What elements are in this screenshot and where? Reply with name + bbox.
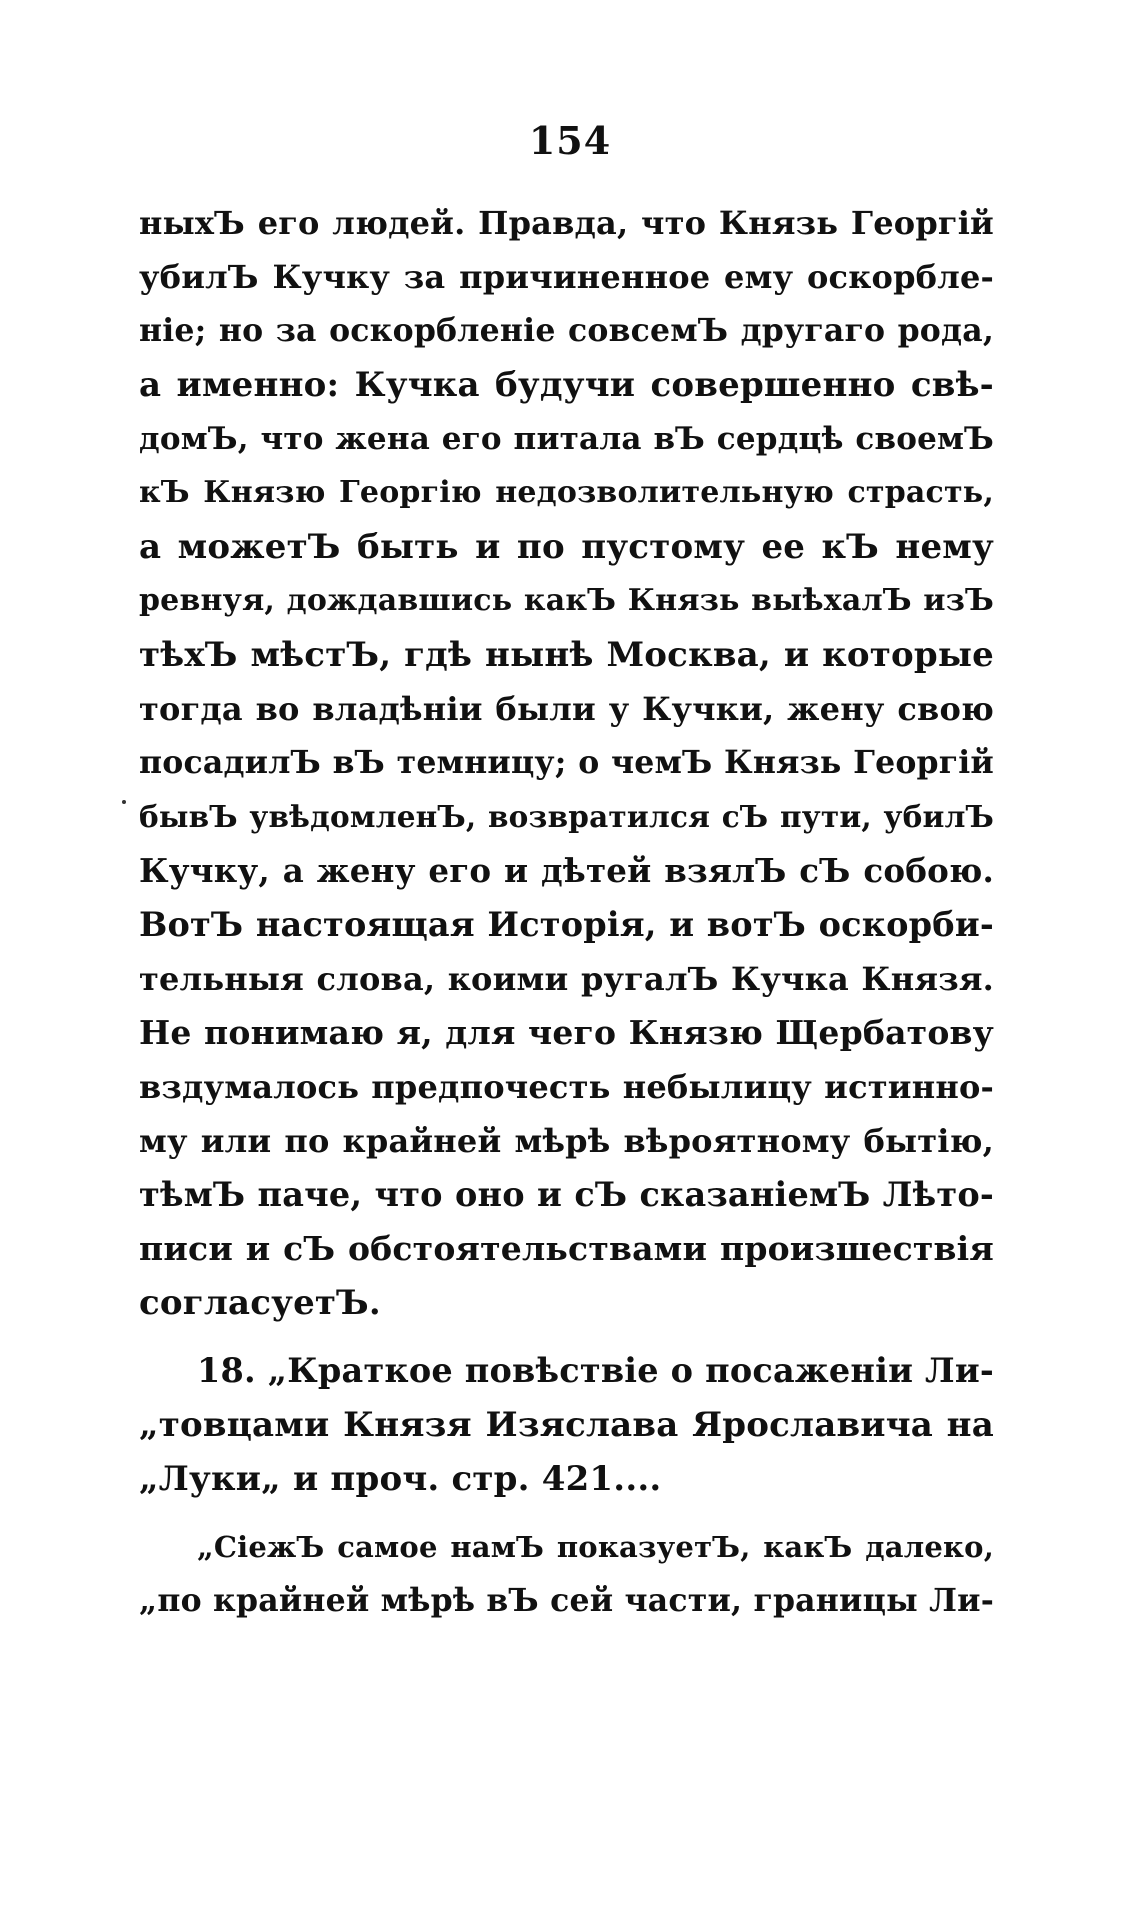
text-line: тельныя слова, коими ругалЪ Кучка Князя. [139, 960, 994, 998]
text-line: „по крайней мѣрѣ вЪ сей части, границы Ли- [139, 1582, 994, 1619]
text-line: тѣмЪ паче, что оно и сЪ сказаніемЪ Лѣто- [139, 1175, 994, 1214]
text-line: му или по крайней мѣрѣ вѣроятному бытію, [139, 1122, 994, 1160]
text-line: Кучку, а жену его и дѣтей взялЪ сЪ собою. [139, 851, 994, 890]
text-line: тѣхЪ мѣстЪ, гдѣ нынѣ Москва, и которые [139, 635, 994, 675]
text-line: писи и сЪ обстоятельствами произшествія [139, 1229, 994, 1268]
text-line: а именно: Кучка будучи совершенно свѣ- [139, 365, 994, 405]
text-line: ніе; но за оскорбленіе совсемЪ другаго рода, [139, 312, 994, 349]
text-line: кЪ Князю Георгію недозволительную страсть, [139, 475, 994, 510]
text-line: „СіежЪ самое намЪ показуетЪ, какЪ далеко, [197, 1530, 994, 1564]
text-line: тогда во владѣніи были у Кучки, жену свою [139, 690, 994, 728]
margin-mark [122, 800, 126, 804]
text-line: Не понимаю я, для чего Князю Щербатову [139, 1013, 994, 1052]
text-line: ВотЪ настоящая Исторія, и вотЪ оскорби- [139, 905, 994, 944]
text-line: а можетЪ быть и по пустому ее кЪ нему [139, 527, 994, 567]
text-line: вздумалось предпочесть небылицу истинно- [139, 1068, 994, 1106]
text-line: посадилЪ вЪ темницу; о чемЪ Князь Георгій [139, 744, 994, 781]
text-line: „товцами Князя Изяслава Ярославича на [139, 1405, 994, 1445]
page-number: 154 [528, 118, 612, 163]
text-line: ныхЪ его людей. Правда, что Князь Георгій [139, 204, 994, 242]
text-line: согласуетЪ. [139, 1283, 381, 1323]
text-line: ревнуя, дождавшись какЪ Князь выѣхалЪ изЪ [139, 583, 994, 618]
text-line: „Луки„ и проч. стр. 421.... [139, 1459, 662, 1499]
text-line: 18. „Краткое повѣствіе о посаженіи Ли- [197, 1351, 994, 1390]
text-line: убилЪ Кучку за причиненное ему оскорбле- [139, 258, 994, 296]
page-body-text [139, 196, 994, 1628]
text-line: бывЪ увѣдомленЪ, возвратился сЪ пути, убилЪ [139, 799, 994, 834]
text-line: домЪ, что жена его питала вЪ сердцѣ своемЪ [139, 421, 994, 457]
